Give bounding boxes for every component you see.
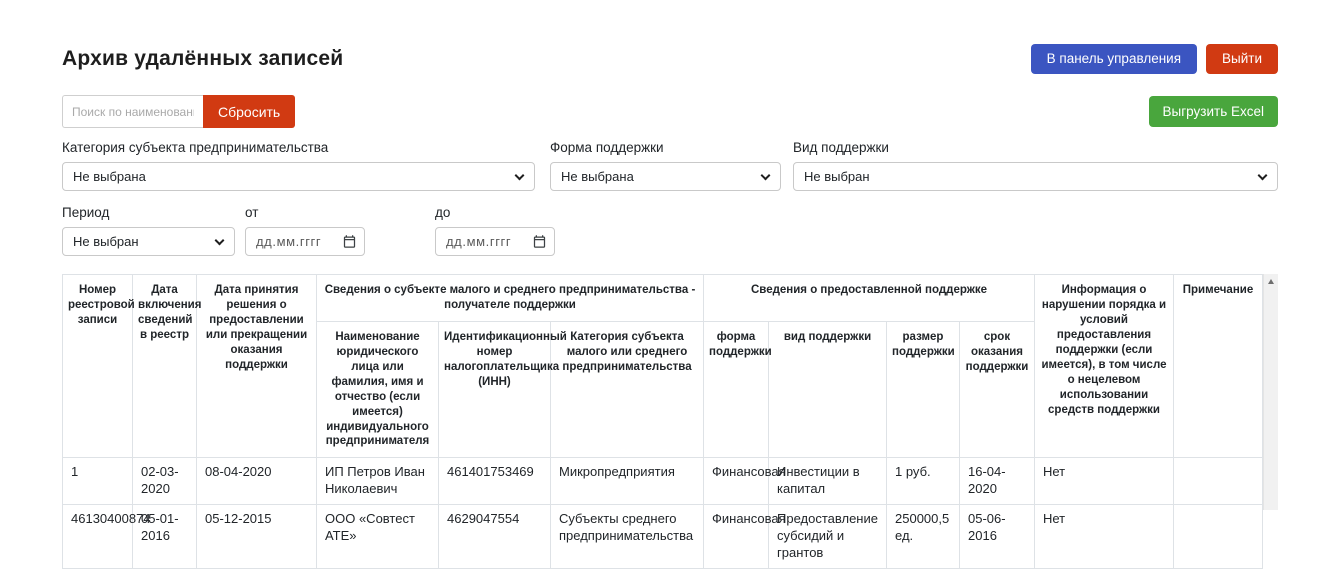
cell-support-kind: Инвестиции в капитал — [769, 458, 887, 505]
calendar-icon[interactable] — [342, 234, 357, 249]
col-header-support-term: срок оказания поддержки — [960, 321, 1035, 458]
cell-registry-number: 46130400874 — [63, 505, 133, 569]
cell-inn: 4629047554 — [439, 505, 551, 569]
cell-support-form: Финансовая — [704, 505, 769, 569]
records-table — [62, 274, 1263, 569]
filter-category — [62, 140, 535, 191]
cell-category: Субъекты среднего предпринимательства — [551, 505, 704, 569]
period-filter-label: Период — [62, 205, 110, 220]
col-header-support-size: размер поддержки — [887, 321, 960, 458]
cell-category: Микропредприятия — [551, 458, 704, 505]
cell-support-kind: Предоставление субсидий и грантов — [769, 505, 887, 569]
reset-button[interactable]: Сбросить — [203, 95, 295, 128]
col-header-name: Наименование юридического лица или фамилия, имя и отчество (если имеется) индивидуального предпринимателя — [317, 321, 439, 458]
col-header-inn: Идентификационный номер налогоплательщика (ИНН) — [439, 321, 551, 458]
date-to-label: до — [435, 205, 451, 220]
logout-button[interactable]: Выйти — [1206, 44, 1278, 74]
col-header-support-kind: вид поддержки — [769, 321, 887, 458]
search-toolbar — [62, 95, 1278, 128]
table-row — [63, 505, 1263, 569]
cell-note — [1174, 458, 1263, 505]
cell-support-form: Финансовая — [704, 458, 769, 505]
filter-date-from — [245, 205, 365, 256]
col-header-category: Категория субъекта малого или среднего предпринимательства — [551, 321, 704, 458]
cell-date-included: 05-01-2016 — [133, 505, 197, 569]
cell-support-size: 1 руб. — [887, 458, 960, 505]
header-row-groups — [63, 275, 1263, 322]
cell-date-decision: 08-04-2020 — [197, 458, 317, 505]
cell-registry-number: 1 — [63, 458, 133, 505]
calendar-icon[interactable] — [532, 234, 547, 249]
filters-row-2 — [62, 205, 1278, 256]
filters-row-1 — [62, 140, 1278, 191]
category-select[interactable] — [62, 162, 535, 191]
records-table-container — [62, 274, 1278, 560]
search-group — [62, 95, 295, 128]
col-header-violation: Информация о нарушении порядка и условий предоставления поддержки (если имеется), в том числе о нецелевом использовании средств поддержки — [1035, 275, 1174, 458]
control-panel-button[interactable]: В панель управления — [1031, 44, 1197, 74]
cell-violation: Нет — [1035, 458, 1174, 505]
cell-support-size: 250000,5 ед. — [887, 505, 960, 569]
col-header-date-decision: Дата принятия решения о предоставлении или прекращении оказания поддержки — [197, 275, 317, 458]
support-kind-select[interactable] — [793, 162, 1278, 191]
support-form-filter-label: Форма поддержки — [550, 140, 664, 155]
cell-note — [1174, 505, 1263, 569]
vertical-scrollbar[interactable] — [1263, 274, 1278, 510]
scroll-up-arrow[interactable] — [1264, 274, 1278, 289]
cell-date-included: 02-03-2020 — [133, 458, 197, 505]
cell-violation: Нет — [1035, 505, 1174, 569]
export-excel-button[interactable]: Выгрузить Excel — [1149, 96, 1278, 127]
support-form-select[interactable] — [550, 162, 781, 191]
filter-date-to — [435, 205, 555, 256]
col-header-note: Примечание — [1174, 275, 1263, 458]
page-title: Архив удалённых записей — [62, 47, 344, 70]
filter-support-form — [550, 140, 781, 191]
period-select[interactable] — [62, 227, 235, 256]
filter-period — [62, 205, 235, 256]
col-group-support: Сведения о предоставленной поддержке — [704, 275, 1035, 322]
category-filter-label: Категория субъекта предпринимательства — [62, 140, 329, 155]
filter-support-kind — [793, 140, 1278, 191]
col-group-subject: Сведения о субъекте малого и среднего предпринимательства - получателе поддержки — [317, 275, 704, 322]
support-kind-filter-label: Вид поддержки — [793, 140, 889, 155]
col-header-registry-number: Номер реестровой записи — [63, 275, 133, 458]
cell-name: ИП Петров Иван Николаевич — [317, 458, 439, 505]
page-header — [62, 0, 1278, 74]
header-actions — [1031, 44, 1278, 74]
date-from-label: от — [245, 205, 259, 220]
search-input[interactable] — [62, 95, 203, 128]
cell-date-decision: 05-12-2015 — [197, 505, 317, 569]
cell-name: ООО «Совтест АТЕ» — [317, 505, 439, 569]
table-row — [63, 458, 1263, 505]
triangle-up-icon — [1268, 279, 1274, 284]
col-header-support-form: форма поддержки — [704, 321, 769, 458]
cell-inn: 461401753469 — [439, 458, 551, 505]
col-header-date-included: Дата включения сведений в реестр — [133, 275, 197, 458]
cell-support-term: 16-04-2020 — [960, 458, 1035, 505]
cell-support-term: 05-06-2016 — [960, 505, 1035, 569]
